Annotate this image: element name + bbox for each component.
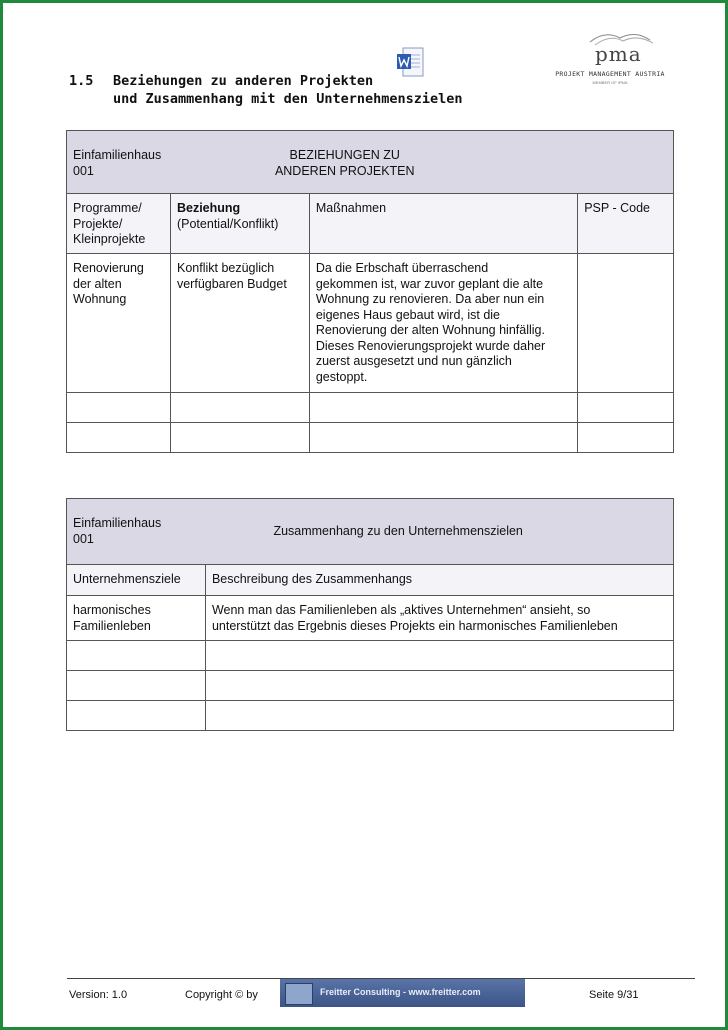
relation-cell: Konflikt bezüglich verfügbaren Budget — [170, 254, 309, 393]
project-cell: Renovierung der alten Wohnung — [67, 254, 171, 393]
logo-subtitle: PROJEKT MANAGEMENT AUSTRIA — [555, 70, 665, 78]
description-cell: Wenn man das Familienleben als „aktives Unternehmen“ ansieht, so unterstützt das Ergebnis dieses Projekts ein harmonisches Familienleben — [205, 596, 673, 641]
column-header-row — [67, 194, 674, 254]
column-header-row — [67, 565, 674, 596]
measures-cell: Da die Erbschaft überraschend gekommen ist, war zuvor geplant die alte Wohnung zu renovieren. Da aber nun ein eigenes Haus gebaut wird, ist die Renovierung der alten Wohnung hinfällig. Dieses Renovierungsprojekt wurde daher zuerst ausgesetzt und nun gänzlich gestoppt. — [309, 254, 577, 393]
table-row-empty — [67, 701, 674, 731]
section-title-line2: und Zusammenhang mit den Unternehmenszielen — [113, 91, 463, 107]
footer-copyright: Copyright © by — [185, 989, 258, 1001]
logo-mark: pma — [595, 42, 642, 66]
word-document-icon — [395, 47, 425, 79]
goal-cell: harmonisches Familienleben — [67, 596, 206, 641]
logo-subtitle-small: MEMBER OF IPMA — [592, 80, 628, 85]
table-row — [67, 596, 674, 641]
table-row-empty — [67, 641, 674, 671]
header-title-cell: Zusammenhang zu den Unternehmenszielen — [205, 499, 673, 565]
footer-page-number: Seite 9/31 — [589, 989, 639, 1001]
relations-table — [66, 130, 674, 453]
table-row-empty — [67, 671, 674, 701]
footer-banner — [280, 979, 525, 1007]
banner-text: Freitter Consulting - www.freitter.com — [320, 987, 481, 997]
col-programme-header: Programme/ Projekte/ Kleinprojekte — [67, 194, 171, 254]
table-header-row — [67, 131, 674, 194]
psp-cell — [578, 254, 674, 393]
table-row-empty — [67, 423, 674, 453]
col-goals-header: Unternehmensziele — [67, 565, 206, 596]
header-project-cell: Einfamilienhaus 001 — [67, 499, 206, 565]
section-number: 1.5 — [69, 73, 94, 89]
col-relation-header: Beziehung (Potential/Konflikt) — [170, 194, 309, 254]
pma-logo — [555, 28, 665, 90]
section-title-line1: Beziehungen zu anderen Projekten — [113, 73, 374, 89]
table-row-empty — [67, 393, 674, 423]
goals-table — [66, 498, 674, 731]
col-measures-header: Maßnahmen — [309, 194, 577, 254]
header-title-cell: BEZIEHUNGEN ZU ANDEREN PROJEKTEN — [170, 131, 673, 194]
header-project-cell: Einfamilienhaus 001 — [67, 131, 171, 194]
table-header-row — [67, 499, 674, 565]
table-row — [67, 254, 674, 393]
col-psp-header: PSP - Code — [578, 194, 674, 254]
footer-version: Version: 1.0 — [69, 989, 128, 1001]
col-description-header: Beschreibung des Zusammenhangs — [205, 565, 673, 596]
consulting-logo-icon — [285, 983, 313, 1005]
